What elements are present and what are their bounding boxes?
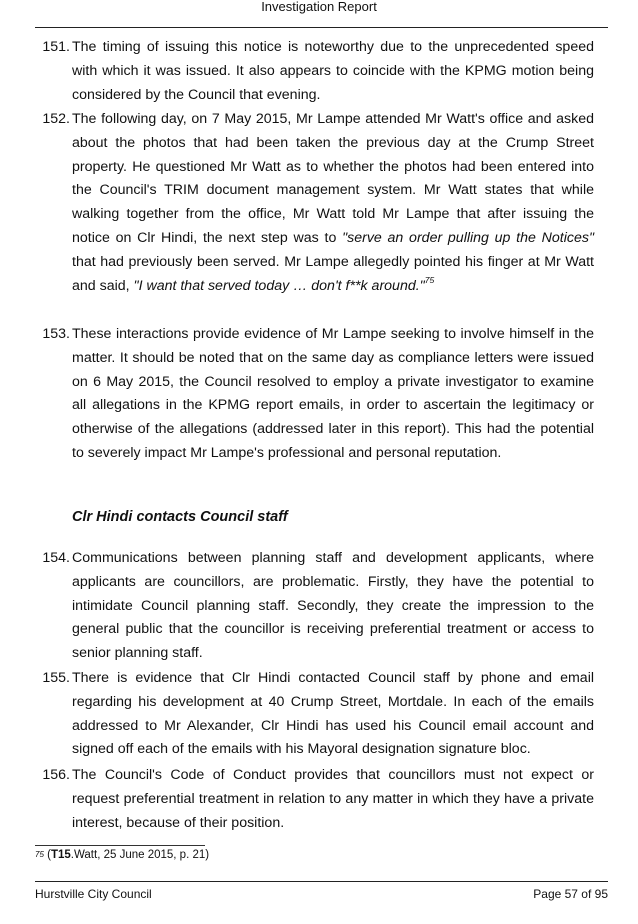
section-heading: Clr Hindi contacts Council staff (72, 509, 288, 525)
paragraph-text (72, 39, 594, 103)
text-run: The Council's Code of Conduct provides that councillors must not expect or request preferential treatment in relation to any matter in which they have a private interest, because of their position. (72, 767, 594, 831)
paragraph-number: 155. (42, 670, 70, 686)
footnote-reference: 75 (424, 274, 435, 285)
paragraph-154 (42, 547, 594, 666)
paragraph-text (72, 111, 594, 294)
text-run: There is evidence that Clr Hindi contacted Council staff by phone and email regarding his development at 40 Crump Street, Mortdale. In each of the emails addressed to Mr Alexander, Clr Hindi has used his Council email account and signed off each of the emails with his Mayoral designation signature bloc. (72, 670, 594, 758)
header-rule (35, 27, 608, 28)
paragraph-153 (42, 323, 594, 466)
footnote-source: T15 (50, 849, 71, 861)
text-run: The following day, on 7 May 2015, Mr Lampe attended Mr Watt's office and asked about the photos that had been taken the previous day at the Crump Street property. He questioned Mr Watt as to whether the photos had been entered into the Council's TRIM document management system. Mr Watt states that while walking together from the office, Mr Watt told Mr Lampe that after issuing the notice on Clr Hindi, the next step was to (72, 111, 594, 246)
paragraph-number: 156. (42, 767, 70, 783)
text-run: These interactions provide evidence of Mr Lampe seeking to involve himself in the matter. It should be noted that on the same day as compliance letters were issued on 6 May 2015, the Council resolved to employ a private investigator to examine all allegations in the KPMG report emails, in order to ascertain the legitimacy or otherwise of the allegations (addressed later in this report). This had the potential to severely impact Mr Lampe's professional and personal reputation. (72, 326, 594, 461)
text-run: Communications between planning staff and development applicants, where applicants are councillors, are problematic. Firstly, they have the potential to intimidate Council planning staff. Secondly, they create the impression to the general public that the councillor is receiving preferential treatment or access to senior planning staff. (72, 550, 594, 662)
footnote-detail: .Watt, 25 June 2015, p. 21) (70, 849, 210, 861)
quote-text: "I want that served today … don't f**k around." (133, 277, 425, 294)
footer-rule (35, 881, 608, 882)
paragraph-152 (42, 108, 594, 298)
paragraph-number: 153. (42, 326, 70, 342)
footnote-rule (35, 845, 205, 846)
paragraph-text (72, 670, 594, 757)
quote-text: "serve an order pulling up the Notices" (342, 229, 594, 246)
text-run: The timing of issuing this notice is noteworthy due to the unprecedented speed with which it was issued. It also appears to coincide with the KPMG motion being considered by the Council that evening. (72, 39, 594, 103)
footer-organisation: Hurstville City Council (35, 887, 152, 901)
footnote (35, 848, 209, 862)
footnote-mark: 75 (35, 850, 44, 859)
paragraph-155 (42, 667, 594, 762)
paragraph-text (72, 326, 594, 461)
page-header: Investigation Report (261, 0, 377, 14)
paragraph-number: 152. (42, 111, 70, 127)
text-run: that had previously been served. Mr Lampe allegedly pointed his finger at Mr Watt and said, (72, 253, 594, 294)
paragraph-156 (42, 764, 594, 835)
paragraph-number: 154. (42, 550, 70, 566)
paragraph-151 (42, 36, 594, 107)
paragraph-number: 151. (42, 39, 70, 55)
footer-page-number: Page 57 of 95 (533, 887, 608, 901)
footnote-open: ( (47, 849, 51, 861)
paragraph-text (72, 550, 594, 661)
paragraph-text (72, 767, 594, 831)
